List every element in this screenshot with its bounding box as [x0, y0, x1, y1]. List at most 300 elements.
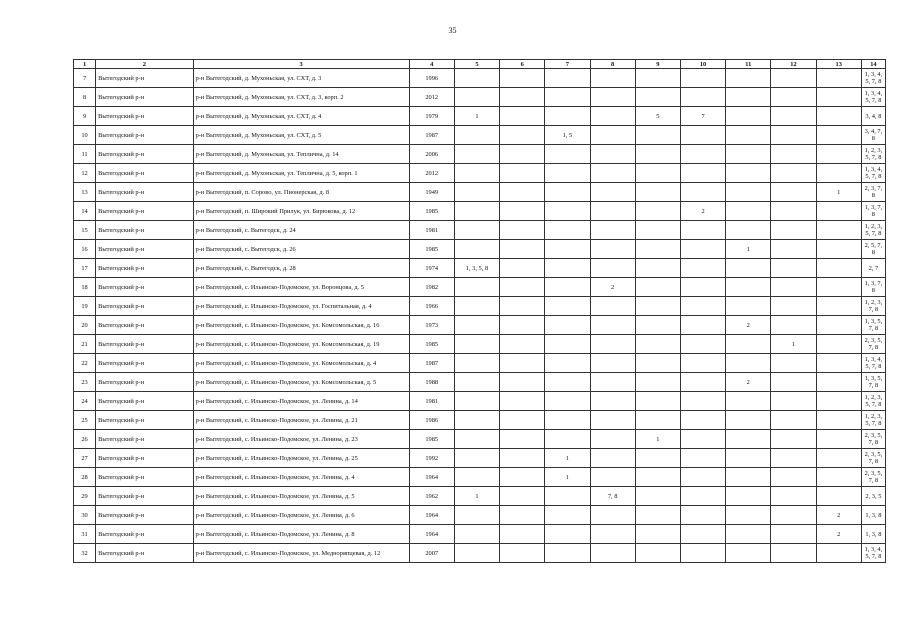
- table-cell: [500, 468, 545, 487]
- table-cell: Вытегодский р-н: [96, 107, 193, 126]
- table-cell: 1, 2, 3, 5, 7, 8: [861, 411, 885, 430]
- table-cell: [635, 88, 680, 107]
- table-cell: [771, 506, 816, 525]
- table-cell: Вытегодский р-н: [96, 525, 193, 544]
- table-cell: р-н Вытегодский, с. Ильинско-Подомское, ул. Ленина, д. 6: [193, 506, 409, 525]
- table-cell: [635, 145, 680, 164]
- table-cell: [680, 126, 725, 145]
- table-cell: [635, 506, 680, 525]
- table-cell: 13: [74, 183, 96, 202]
- table-cell: [545, 278, 590, 297]
- table-row: [74, 126, 886, 145]
- table-cell: [680, 69, 725, 88]
- table-cell: 1, 2, 3, 5, 7, 8: [861, 145, 885, 164]
- table-cell: [816, 221, 861, 240]
- table-cell: [771, 278, 816, 297]
- table-cell: [816, 373, 861, 392]
- table-cell: 2, 5, 7, 8: [861, 240, 885, 259]
- table-cell: [590, 126, 635, 145]
- table-cell: 1964: [409, 468, 454, 487]
- table-cell: [545, 183, 590, 202]
- table-cell: Вытегодский р-н: [96, 126, 193, 145]
- table-cell: Вытегодский р-н: [96, 183, 193, 202]
- table-row: [74, 354, 886, 373]
- table-cell: 23: [74, 373, 96, 392]
- table-cell: [454, 430, 499, 449]
- table-row: [74, 297, 886, 316]
- table-cell: 2012: [409, 88, 454, 107]
- table-cell: 27: [74, 449, 96, 468]
- table-cell: 10: [74, 126, 96, 145]
- table-cell: [635, 392, 680, 411]
- table-cell: [454, 202, 499, 221]
- table-cell: [500, 183, 545, 202]
- table-cell: [545, 316, 590, 335]
- table-cell: Вытегодский р-н: [96, 449, 193, 468]
- table-cell: [816, 392, 861, 411]
- table-cell: 1, 3, 7, 8: [861, 278, 885, 297]
- table-cell: [726, 544, 771, 563]
- table-cell: 2: [726, 316, 771, 335]
- table-cell: [680, 525, 725, 544]
- column-header: 2: [96, 60, 193, 69]
- table-cell: [590, 164, 635, 183]
- table-cell: 1979: [409, 107, 454, 126]
- table-cell: р-н Вытегодский, п. Широкий Прилук, ул. Бирюкова, д. 12: [193, 202, 409, 221]
- table-cell: [545, 107, 590, 126]
- table-cell: 1973: [409, 316, 454, 335]
- table-cell: 25: [74, 411, 96, 430]
- table-cell: [816, 164, 861, 183]
- table-cell: [726, 259, 771, 278]
- table-cell: 1: [545, 468, 590, 487]
- table-cell: [816, 411, 861, 430]
- table-cell: [816, 335, 861, 354]
- table-cell: р-н Вытегодский, д. Мухоньская, ул. СХТ, д. 4: [193, 107, 409, 126]
- table-cell: 1985: [409, 240, 454, 259]
- table-cell: 1, 2, 3, 5, 7, 8: [861, 221, 885, 240]
- table-cell: 2, 3, 5, 7, 8: [861, 468, 885, 487]
- table-body: [74, 69, 886, 563]
- table-cell: [454, 69, 499, 88]
- table-row: [74, 525, 886, 544]
- table-cell: [635, 240, 680, 259]
- table-cell: [771, 373, 816, 392]
- table-cell: [545, 544, 590, 563]
- table-cell: [816, 354, 861, 373]
- table-cell: 1, 3, 7, 8: [861, 202, 885, 221]
- table-cell: [500, 354, 545, 373]
- table-cell: [680, 297, 725, 316]
- table-cell: [545, 164, 590, 183]
- table-cell: [500, 259, 545, 278]
- table-cell: [590, 69, 635, 88]
- table-cell: Вытегодский р-н: [96, 411, 193, 430]
- table-cell: [816, 107, 861, 126]
- table-cell: [771, 240, 816, 259]
- table-cell: 20: [74, 316, 96, 335]
- table-cell: [500, 487, 545, 506]
- table-cell: Вытегодский р-н: [96, 430, 193, 449]
- table-cell: [635, 183, 680, 202]
- table-cell: 1987: [409, 354, 454, 373]
- table-cell: [545, 240, 590, 259]
- table-cell: 15: [74, 221, 96, 240]
- table-cell: [726, 183, 771, 202]
- table-cell: [590, 468, 635, 487]
- table-cell: р-н Вытегодский, с. Ильинско-Подомское, ул. Ленина, д. 25: [193, 449, 409, 468]
- table-cell: 19: [74, 297, 96, 316]
- column-header: 13: [816, 60, 861, 69]
- table-cell: [500, 430, 545, 449]
- table-cell: [816, 259, 861, 278]
- table-cell: [816, 88, 861, 107]
- table-cell: 1, 2, 3, 5, 7, 8: [861, 392, 885, 411]
- table-cell: 29: [74, 487, 96, 506]
- table-cell: 12: [74, 164, 96, 183]
- column-header: 14: [861, 60, 885, 69]
- table-cell: [500, 297, 545, 316]
- table-cell: 1, 3, 5, 7, 8: [861, 316, 885, 335]
- table-cell: [680, 373, 725, 392]
- table-cell: Вытегодский р-н: [96, 487, 193, 506]
- table-cell: 2, 3, 7, 8: [861, 183, 885, 202]
- table-cell: [500, 107, 545, 126]
- table-cell: [454, 316, 499, 335]
- table-cell: [771, 411, 816, 430]
- table-cell: [726, 297, 771, 316]
- table-cell: 1992: [409, 449, 454, 468]
- table-row: [74, 335, 886, 354]
- table-cell: 2, 7: [861, 259, 885, 278]
- table-cell: [454, 373, 499, 392]
- table-cell: Вытегодский р-н: [96, 316, 193, 335]
- table-cell: [590, 202, 635, 221]
- table-cell: [771, 88, 816, 107]
- table-cell: [500, 373, 545, 392]
- table-row: [74, 316, 886, 335]
- table-cell: р-н Вытегодский, с. Ильинско-Подомское, ул. Комсомольская, д. 5: [193, 373, 409, 392]
- table-cell: [680, 430, 725, 449]
- table-cell: 1, 3, 4, 5, 7, 8: [861, 544, 885, 563]
- table-cell: 21: [74, 335, 96, 354]
- table-cell: [545, 430, 590, 449]
- column-header: 9: [635, 60, 680, 69]
- table-cell: 1: [726, 240, 771, 259]
- table-cell: [680, 221, 725, 240]
- table-cell: [590, 392, 635, 411]
- table-cell: р-н Вытегодский, с. Ильинско-Подомское, ул. Ленина, д. 5: [193, 487, 409, 506]
- table-cell: Вытегодский р-н: [96, 506, 193, 525]
- table-cell: [635, 278, 680, 297]
- table-cell: 1, 3, 8: [861, 525, 885, 544]
- table-cell: 1: [635, 430, 680, 449]
- table-row: [74, 259, 886, 278]
- table-cell: 30: [74, 506, 96, 525]
- table-cell: р-н Вытегодский, д. Мухоньская, ул. СХТ, д. 3, корп. 2: [193, 88, 409, 107]
- column-header: 8: [590, 60, 635, 69]
- table-cell: 1949: [409, 183, 454, 202]
- table-cell: [590, 373, 635, 392]
- table-cell: [771, 468, 816, 487]
- table-cell: Вытегодский р-н: [96, 544, 193, 563]
- table-cell: [590, 88, 635, 107]
- table-cell: [726, 88, 771, 107]
- table-cell: [545, 525, 590, 544]
- table-cell: [590, 449, 635, 468]
- table-cell: [816, 468, 861, 487]
- table-cell: [771, 392, 816, 411]
- table-cell: [635, 468, 680, 487]
- table-cell: [500, 544, 545, 563]
- table-cell: [771, 525, 816, 544]
- table-cell: [726, 430, 771, 449]
- table-cell: р-н Вытегодский, с. Ильинско-Подомское, ул. Комсомольская, д. 19: [193, 335, 409, 354]
- table-cell: 2: [816, 506, 861, 525]
- table-cell: Вытегодский р-н: [96, 259, 193, 278]
- table-cell: [500, 221, 545, 240]
- table-cell: [726, 145, 771, 164]
- table-cell: 2: [726, 373, 771, 392]
- table-cell: [771, 259, 816, 278]
- table-cell: р-н Вытегодский, с. Вытегодск, д. 26: [193, 240, 409, 259]
- table-cell: 2006: [409, 145, 454, 164]
- table-cell: [454, 506, 499, 525]
- table-cell: [771, 145, 816, 164]
- table-cell: 7, 8: [590, 487, 635, 506]
- table-cell: [680, 411, 725, 430]
- table-cell: [635, 126, 680, 145]
- column-header: 12: [771, 60, 816, 69]
- table-cell: [726, 411, 771, 430]
- table-cell: 11: [74, 145, 96, 164]
- table-cell: [635, 487, 680, 506]
- table-cell: 1988: [409, 373, 454, 392]
- table-cell: [771, 544, 816, 563]
- table-cell: [454, 183, 499, 202]
- table-cell: Вытегодский р-н: [96, 335, 193, 354]
- table-cell: 1, 3, 4, 5, 7, 8: [861, 88, 885, 107]
- table-cell: [771, 221, 816, 240]
- table-cell: р-н Вытегодский, с. Вытегодск, д. 28: [193, 259, 409, 278]
- table-cell: 7: [680, 107, 725, 126]
- table-cell: [454, 354, 499, 373]
- table-cell: 1981: [409, 221, 454, 240]
- table-cell: р-н Вытегодский, д. Мухоньская, ул. СХТ, д. 5: [193, 126, 409, 145]
- table-cell: [680, 145, 725, 164]
- table-cell: [816, 240, 861, 259]
- table-cell: [771, 430, 816, 449]
- table-cell: [680, 544, 725, 563]
- table-cell: р-н Вытегодский, д. Мухоньская, ул. СХТ, д. 3: [193, 69, 409, 88]
- table-cell: Вытегодский р-н: [96, 354, 193, 373]
- table-cell: р-н Вытегодский, с. Ильинско-Подомское, ул. Ленина, д. 8: [193, 525, 409, 544]
- table-cell: [726, 107, 771, 126]
- table-cell: [680, 449, 725, 468]
- table-cell: [454, 335, 499, 354]
- table-cell: 2012: [409, 164, 454, 183]
- table-cell: [680, 183, 725, 202]
- table-cell: Вытегодский р-н: [96, 202, 193, 221]
- table-cell: [635, 164, 680, 183]
- table-cell: [590, 335, 635, 354]
- table-cell: [635, 525, 680, 544]
- table-cell: [680, 278, 725, 297]
- table-row: [74, 411, 886, 430]
- table-cell: р-н Вытегодский, с. Ильинско-Подомское, ул. Госпитальная, д. 4: [193, 297, 409, 316]
- table-row: [74, 468, 886, 487]
- table-cell: [816, 316, 861, 335]
- data-table: [73, 59, 886, 563]
- table-row: [74, 240, 886, 259]
- table-cell: [816, 449, 861, 468]
- table-cell: 16: [74, 240, 96, 259]
- table-cell: [635, 373, 680, 392]
- table-cell: [635, 316, 680, 335]
- table-cell: р-н Вытегодский, с. Ильинско-Подомское, ул. Ленина, д. 23: [193, 430, 409, 449]
- table-cell: [590, 183, 635, 202]
- table-cell: [771, 69, 816, 88]
- column-header: 1: [74, 60, 96, 69]
- table-cell: [500, 278, 545, 297]
- table-cell: [680, 468, 725, 487]
- table-cell: Вытегодский р-н: [96, 88, 193, 107]
- table-cell: [590, 240, 635, 259]
- table-cell: [680, 240, 725, 259]
- table-cell: 1986: [409, 411, 454, 430]
- table-cell: р-н Вытегодский, с. Ильинско-Подомское, ул. Ленина, д. 14: [193, 392, 409, 411]
- table-cell: 9: [74, 107, 96, 126]
- table-cell: 1, 5: [545, 126, 590, 145]
- table-cell: [726, 354, 771, 373]
- table-row: [74, 107, 886, 126]
- table-cell: [680, 259, 725, 278]
- table-row: [74, 202, 886, 221]
- table-cell: Вытегодский р-н: [96, 145, 193, 164]
- table-cell: [816, 487, 861, 506]
- table-cell: [590, 411, 635, 430]
- table-cell: [545, 354, 590, 373]
- table-row: [74, 221, 886, 240]
- table-cell: 2, 3, 5, 7, 8: [861, 430, 885, 449]
- table-row: [74, 487, 886, 506]
- table-cell: 1: [816, 183, 861, 202]
- table-cell: [680, 88, 725, 107]
- table-row: [74, 88, 886, 107]
- table-cell: [635, 202, 680, 221]
- table-cell: р-н Вытегодский, с. Ильинско-Подомское, ул. Медноряпцевая, д. 12: [193, 544, 409, 563]
- table-row: [74, 69, 886, 88]
- table-cell: [680, 506, 725, 525]
- table-cell: [726, 202, 771, 221]
- table-cell: [590, 107, 635, 126]
- table-cell: [545, 335, 590, 354]
- table-cell: 1: [545, 449, 590, 468]
- table-cell: [454, 145, 499, 164]
- column-header: 5: [454, 60, 499, 69]
- table-cell: [771, 107, 816, 126]
- table-cell: 2: [816, 525, 861, 544]
- table-cell: 14: [74, 202, 96, 221]
- table-cell: [816, 430, 861, 449]
- table-row: [74, 373, 886, 392]
- table-cell: 1985: [409, 430, 454, 449]
- table-cell: 1996: [409, 69, 454, 88]
- table-cell: [726, 506, 771, 525]
- table-cell: [545, 145, 590, 164]
- table-cell: [635, 544, 680, 563]
- table-cell: Вытегодский р-н: [96, 297, 193, 316]
- table-cell: [500, 164, 545, 183]
- table-cell: [500, 316, 545, 335]
- table-cell: р-н Вытегодский, с. Ильинско-Подомское, ул. Комсомольская, д. 4: [193, 354, 409, 373]
- table-cell: 1, 3, 4, 5, 7, 8: [861, 354, 885, 373]
- column-header: 4: [409, 60, 454, 69]
- column-header: 7: [545, 60, 590, 69]
- table-cell: р-н Вытегодский, с. Ильинско-Подомское, ул. Комсомольская, д. 16: [193, 316, 409, 335]
- table-cell: [726, 487, 771, 506]
- table-cell: [454, 221, 499, 240]
- table-cell: [726, 278, 771, 297]
- table-cell: Вытегодский р-н: [96, 164, 193, 183]
- table-cell: р-н Вытегодский, д. Мухоньская, ул. Теплична, д. 5, корп. 1: [193, 164, 409, 183]
- table-cell: [726, 335, 771, 354]
- table-cell: [590, 525, 635, 544]
- table-cell: 2, 3, 5: [861, 487, 885, 506]
- column-header: 11: [726, 60, 771, 69]
- table-cell: [816, 278, 861, 297]
- table-cell: [454, 126, 499, 145]
- table-cell: [726, 449, 771, 468]
- table-cell: 32: [74, 544, 96, 563]
- table-cell: [454, 411, 499, 430]
- table-cell: [590, 259, 635, 278]
- table-cell: р-н Вытегодский, с. Ильинско-Подомское, ул. Воронцова, д. 5: [193, 278, 409, 297]
- table-cell: 1, 3, 4, 5, 7, 8: [861, 164, 885, 183]
- table-cell: Вытегодский р-н: [96, 392, 193, 411]
- table-cell: 2: [680, 202, 725, 221]
- table-cell: [545, 297, 590, 316]
- table-cell: [726, 164, 771, 183]
- table-cell: [590, 430, 635, 449]
- table-cell: [816, 544, 861, 563]
- table-cell: [590, 354, 635, 373]
- table-cell: [635, 335, 680, 354]
- table-cell: р-н Вытегодский, с. Вытегодск, д. 24: [193, 221, 409, 240]
- table-cell: [771, 164, 816, 183]
- table-cell: Вытегодский р-н: [96, 468, 193, 487]
- table-cell: 24: [74, 392, 96, 411]
- table-cell: 28: [74, 468, 96, 487]
- table-cell: [816, 69, 861, 88]
- table-cell: [726, 468, 771, 487]
- table-cell: [454, 544, 499, 563]
- table-cell: 3, 4, 7, 8: [861, 126, 885, 145]
- table-cell: 18: [74, 278, 96, 297]
- table-cell: [500, 506, 545, 525]
- table-cell: [500, 145, 545, 164]
- table-cell: 31: [74, 525, 96, 544]
- table-cell: [545, 506, 590, 525]
- table-cell: [590, 145, 635, 164]
- table-row: [74, 544, 886, 563]
- table-cell: [635, 411, 680, 430]
- table-cell: [545, 259, 590, 278]
- table-cell: [500, 69, 545, 88]
- table-cell: [771, 126, 816, 145]
- table-cell: 2, 3, 5, 7, 8: [861, 335, 885, 354]
- table-cell: [454, 468, 499, 487]
